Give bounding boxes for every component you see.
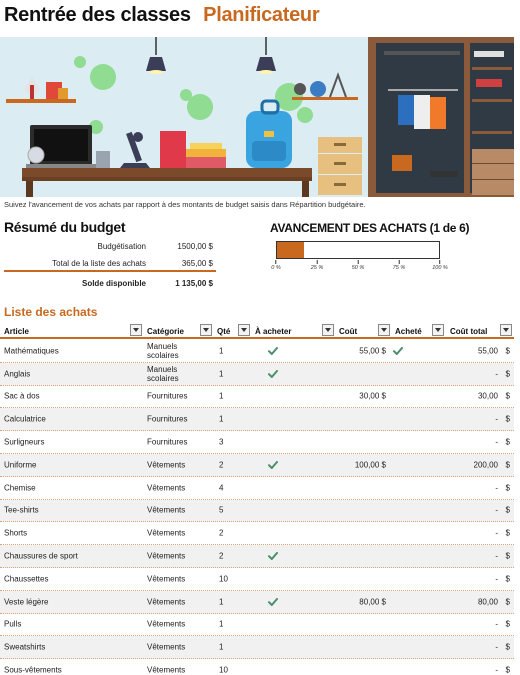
cell-cout[interactable]: 55,00 $ bbox=[359, 346, 386, 356]
progress-tick bbox=[311, 260, 324, 271]
progress-tick-label: 0 % bbox=[271, 265, 281, 271]
budget-value: 1 135,00 $ bbox=[175, 279, 213, 288]
cell-cout-total-currency: $ bbox=[505, 483, 510, 493]
cell-qte[interactable]: 1 bbox=[219, 369, 224, 379]
cell-cout-total-amount: - bbox=[495, 528, 498, 538]
column-header-qte: Qté bbox=[217, 327, 231, 336]
cell-categorie[interactable]: Vêtements bbox=[147, 619, 186, 629]
cell-article[interactable]: Tee-shirts bbox=[4, 505, 39, 515]
cell-categorie[interactable]: Vêtements bbox=[147, 460, 186, 470]
progress-title: AVANCEMENT DES ACHATS (1 de 6) bbox=[270, 221, 470, 235]
cell-cout-total-amount: - bbox=[495, 505, 498, 515]
cell-qte[interactable]: 3 bbox=[219, 437, 224, 447]
cell-categorie[interactable]: Manuels scolaires bbox=[147, 364, 179, 383]
cell-cout-total-currency: $ bbox=[505, 574, 510, 584]
cell-article[interactable]: Pulls bbox=[4, 619, 22, 629]
column-header-cout-total: Coût total bbox=[450, 327, 488, 336]
table-row[interactable] bbox=[0, 522, 514, 545]
cell-cout-total-amount: 80,00 bbox=[477, 597, 498, 607]
filter-dropdown-icon[interactable] bbox=[500, 324, 512, 336]
cell-cout-total-amount: - bbox=[495, 414, 498, 424]
cell-qte[interactable]: 10 bbox=[219, 574, 228, 584]
progress-tick bbox=[432, 260, 448, 271]
column-header-achete: Acheté bbox=[395, 327, 422, 336]
cell-categorie[interactable]: Manuels scolaires bbox=[147, 341, 179, 360]
cell-cout-total-amount: 55,00 bbox=[477, 346, 498, 356]
page-title bbox=[4, 4, 319, 34]
cell-cout-total-currency: $ bbox=[505, 597, 510, 607]
table-row[interactable] bbox=[0, 386, 514, 409]
cell-cout[interactable]: 80,00 $ bbox=[359, 597, 386, 607]
cell-categorie[interactable]: Vêtements bbox=[147, 642, 186, 652]
table-row[interactable] bbox=[0, 340, 514, 363]
check-icon bbox=[393, 347, 403, 355]
progress-axis bbox=[271, 260, 448, 274]
table-row[interactable] bbox=[0, 636, 514, 659]
cell-qte[interactable]: 1 bbox=[219, 391, 224, 401]
cell-qte[interactable]: 5 bbox=[219, 505, 224, 515]
cell-cout[interactable]: 100,00 $ bbox=[354, 460, 386, 470]
cell-cout-total-amount: - bbox=[495, 665, 498, 675]
table-row[interactable] bbox=[0, 659, 514, 675]
filter-dropdown-icon[interactable] bbox=[322, 324, 334, 336]
cell-cout-total-amount: 200,00 bbox=[473, 460, 498, 470]
table-row[interactable] bbox=[0, 591, 514, 614]
cell-categorie[interactable]: Fournitures bbox=[147, 414, 188, 424]
cell-categorie[interactable]: Vêtements bbox=[147, 574, 186, 584]
progress-tick-label: 100 % bbox=[432, 265, 448, 271]
table-row[interactable] bbox=[0, 614, 514, 637]
cell-article[interactable]: Veste légère bbox=[4, 597, 49, 607]
table-row[interactable] bbox=[0, 545, 514, 568]
cell-qte[interactable]: 1 bbox=[219, 346, 224, 356]
table-row[interactable] bbox=[0, 363, 514, 386]
cell-article[interactable]: Calculatrice bbox=[4, 414, 46, 424]
cell-qte[interactable]: 1 bbox=[219, 642, 224, 652]
column-header-cout: Coût bbox=[339, 327, 358, 336]
cell-qte[interactable]: 2 bbox=[219, 460, 224, 470]
budget-summary-title: Résumé du budget bbox=[4, 219, 126, 235]
cell-qte[interactable]: 2 bbox=[219, 551, 224, 561]
cell-cout-total-currency: $ bbox=[505, 505, 510, 515]
cell-categorie[interactable]: Vêtements bbox=[147, 551, 186, 561]
table-row[interactable] bbox=[0, 568, 514, 591]
shopping-list-title: Liste des achats bbox=[4, 305, 98, 319]
column-header-categorie: Catégorie bbox=[147, 327, 184, 336]
cell-qte[interactable]: 2 bbox=[219, 528, 224, 538]
progress-tick-label: 50 % bbox=[351, 265, 365, 271]
cell-cout-total-currency: $ bbox=[505, 437, 510, 447]
cell-categorie[interactable]: Vêtements bbox=[147, 597, 186, 607]
cell-article[interactable]: Anglais bbox=[4, 369, 31, 379]
budget-value: 1500,00 $ bbox=[177, 242, 213, 251]
filter-dropdown-icon[interactable] bbox=[200, 324, 212, 336]
filter-dropdown-icon[interactable] bbox=[378, 324, 390, 336]
cell-article[interactable]: Chaussettes bbox=[4, 574, 49, 584]
cell-qte[interactable]: 1 bbox=[219, 414, 224, 424]
budget-divider bbox=[4, 270, 216, 272]
check-icon bbox=[268, 370, 278, 378]
check-icon bbox=[268, 552, 278, 560]
cell-article[interactable]: Sous-vêtements bbox=[4, 665, 62, 675]
cell-article[interactable]: Uniforme bbox=[4, 460, 37, 470]
cell-cout-total-currency: $ bbox=[505, 619, 510, 629]
cell-cout[interactable]: 30,00 $ bbox=[359, 391, 386, 401]
check-icon bbox=[268, 347, 278, 355]
progress-tick bbox=[271, 260, 280, 271]
table-row[interactable] bbox=[0, 408, 514, 431]
cell-article[interactable]: Chemise bbox=[4, 483, 36, 493]
cell-categorie[interactable]: Vêtements bbox=[147, 505, 186, 515]
filter-dropdown-icon[interactable] bbox=[238, 324, 250, 336]
table-row[interactable] bbox=[0, 500, 514, 523]
cell-qte[interactable]: 10 bbox=[219, 665, 228, 675]
progress-tick bbox=[352, 260, 365, 271]
shopping-list-table bbox=[0, 340, 514, 675]
cell-article[interactable]: Surligneurs bbox=[4, 437, 45, 447]
banner-illustration bbox=[0, 37, 514, 197]
cell-cout-total-amount: - bbox=[495, 437, 498, 447]
cell-article[interactable]: Mathématiques bbox=[4, 346, 59, 356]
cell-cout-total-currency: $ bbox=[505, 642, 510, 652]
cell-cout-total-currency: $ bbox=[505, 414, 510, 424]
cell-qte[interactable]: 4 bbox=[219, 483, 224, 493]
table-row[interactable] bbox=[0, 477, 514, 500]
cell-qte[interactable]: 1 bbox=[219, 597, 224, 607]
cell-cout-total-currency: $ bbox=[505, 551, 510, 561]
table-header bbox=[0, 322, 514, 339]
table-row[interactable] bbox=[0, 431, 514, 454]
cell-cout-total-amount: - bbox=[495, 619, 498, 629]
cell-cout-total-amount: 30,00 bbox=[477, 391, 498, 401]
table-row[interactable] bbox=[0, 454, 514, 477]
cell-cout-total-currency: $ bbox=[505, 460, 510, 470]
budget-label: Budgétisation bbox=[97, 242, 146, 251]
cell-categorie[interactable]: Vêtements bbox=[147, 665, 186, 675]
column-header-a-acheter: À acheter bbox=[255, 327, 292, 336]
cell-qte[interactable]: 1 bbox=[219, 619, 224, 629]
budget-label: Total de la liste des achats bbox=[52, 259, 146, 268]
cell-article[interactable]: Sac à dos bbox=[4, 391, 40, 401]
cell-article[interactable]: Chaussures de sport bbox=[4, 551, 78, 561]
cell-cout-total-amount: - bbox=[495, 642, 498, 652]
column-header-article: Article bbox=[4, 327, 29, 336]
cell-cout-total-currency: $ bbox=[505, 369, 510, 379]
subtitle-text: Suivez l'avancement de vos achats par rapport à des montants de budget saisis dans Répartition budgétaire. bbox=[4, 200, 366, 209]
filter-dropdown-icon[interactable] bbox=[130, 324, 142, 336]
title-main: Rentrée des classes bbox=[4, 4, 191, 26]
budget-label: Solde disponible bbox=[81, 279, 146, 288]
cell-categorie[interactable]: Vêtements bbox=[147, 483, 186, 493]
progress-tick-label: 25 % bbox=[310, 265, 324, 271]
check-icon bbox=[268, 461, 278, 469]
cell-cout-total-amount: - bbox=[495, 574, 498, 584]
cell-cout-total-currency: $ bbox=[505, 346, 510, 356]
check-icon bbox=[268, 598, 278, 606]
progress-bar bbox=[276, 241, 440, 259]
cell-categorie[interactable]: Fournitures bbox=[147, 437, 188, 447]
budget-value: 365,00 $ bbox=[181, 259, 213, 268]
progress-fill bbox=[277, 242, 304, 258]
filter-dropdown-icon[interactable] bbox=[432, 324, 444, 336]
progress-tick bbox=[393, 260, 406, 271]
cell-cout-total-amount: - bbox=[495, 369, 498, 379]
title-accent: Planificateur bbox=[203, 4, 320, 26]
cell-categorie[interactable]: Fournitures bbox=[147, 391, 188, 401]
cell-article[interactable]: Sweatshirts bbox=[4, 642, 46, 652]
cell-article[interactable]: Shorts bbox=[4, 528, 28, 538]
cell-cout-total-amount: - bbox=[495, 551, 498, 561]
cell-cout-total-amount: - bbox=[495, 483, 498, 493]
cell-cout-total-currency: $ bbox=[505, 528, 510, 538]
cell-cout-total-currency: $ bbox=[505, 391, 510, 401]
cell-cout-total-currency: $ bbox=[505, 665, 510, 675]
cell-categorie[interactable]: Vêtements bbox=[147, 528, 186, 538]
progress-tick-label: 75 % bbox=[392, 265, 406, 271]
